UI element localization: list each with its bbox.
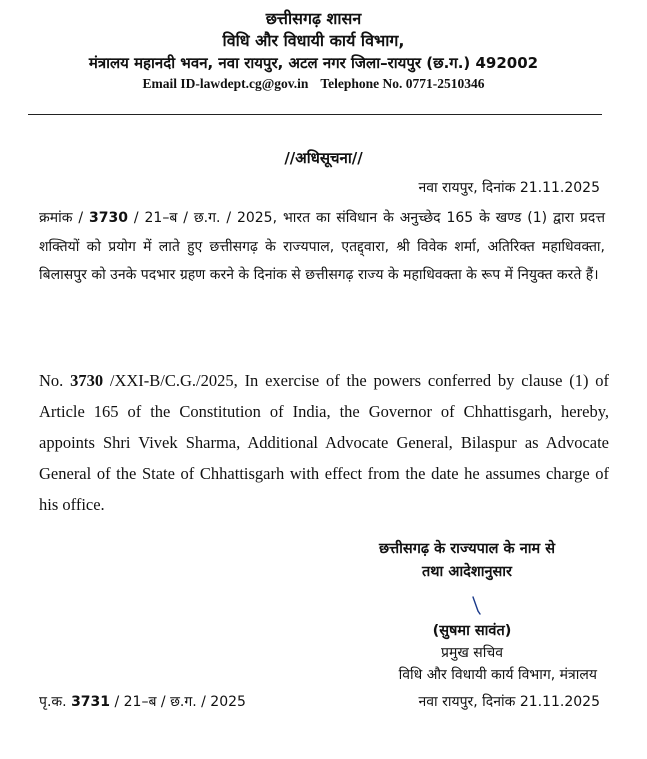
english-order-number: 3730 bbox=[70, 371, 104, 390]
office-address: मंत्रालय महानदी भवन, नवा रायपुर, अटल नगर जिला–रायपुर (छ.ग.) 492002 bbox=[88, 54, 539, 72]
by-order-line1: छत्तीसगढ़ के राज्यपाल के नाम से bbox=[378, 541, 556, 557]
signatory-block bbox=[347, 620, 597, 686]
endorsement-prefix: पृ.क. bbox=[39, 694, 72, 710]
hindi-notification-text bbox=[39, 204, 605, 290]
by-order-line2: तथा आदेशानुसार bbox=[421, 564, 512, 580]
department-name: विधि और विधायी कार्य विभाग, bbox=[222, 31, 405, 50]
hindi-order-number: 3730 bbox=[89, 210, 128, 226]
hindi-order-body: / 21–ब / छ.ग. / 2025, भारत का संविधान के अनुच्छेद 165 के खण्ड (1) द्वारा प्रदत्त शक्तियों को प्रयोग में लाते हुए छत्तीसगढ़ के राज्यपाल, एतद्द्वारा, श्री विवेक शर्मा, अतिरिक्त महाधिवक्ता, बिलासपुर को उनके पदभार ग्रहण करने के दिनांक से छत्तीसगढ़ राज्य के महाधिवक्ता के रूप में नियुक्त करते हैं। bbox=[39, 210, 605, 283]
endorsement-number: 3731 bbox=[71, 694, 111, 710]
signatory-designation: प्रमुख सचिव bbox=[440, 645, 503, 661]
telephone-text: Telephone No. 0771-2510346 bbox=[320, 76, 485, 91]
english-notification-text bbox=[39, 365, 609, 520]
english-order-body: /XXI-B/C.G./2025, In exercise of the powers conferred by clause (1) of Article 165 of the Constitution of India, the Governor of Chhattisgarh, hereby, appoints Shri Vivek Sharma, Additional Advocate General, Bilaspur as Advocate General of the State of Chhattisgarh with effect from the date he assumes charge of his office. bbox=[39, 371, 609, 514]
endorsement-reference bbox=[39, 692, 246, 711]
email-text: Email ID-lawdept.cg@gov.in bbox=[142, 76, 309, 91]
signature-mark bbox=[470, 596, 484, 616]
by-order-block bbox=[337, 538, 597, 584]
notification-title: //अधिसूचना// bbox=[284, 149, 363, 167]
signatory-name: (सुषमा सावंत) bbox=[432, 623, 512, 639]
notification-place-date: नवा रायपुर, दिनांक 21.11.2025 bbox=[418, 180, 600, 196]
letterhead-divider bbox=[28, 114, 602, 115]
letterhead bbox=[20, 8, 607, 94]
government-name: छत्तीसगढ़ शासन bbox=[265, 9, 362, 28]
signatory-department: विधि और विधायी कार्य विभाग, मंत्रालय bbox=[398, 667, 597, 683]
contact-line bbox=[20, 74, 607, 94]
english-order-prefix: No. bbox=[39, 371, 71, 390]
hindi-order-prefix: क्रमांक / bbox=[39, 210, 90, 226]
endorsement-place-date: नवा रायपुर, दिनांक 21.11.2025 bbox=[418, 694, 600, 710]
endorsement-suffix: / 21–ब / छ.ग. / 2025 bbox=[110, 694, 246, 710]
